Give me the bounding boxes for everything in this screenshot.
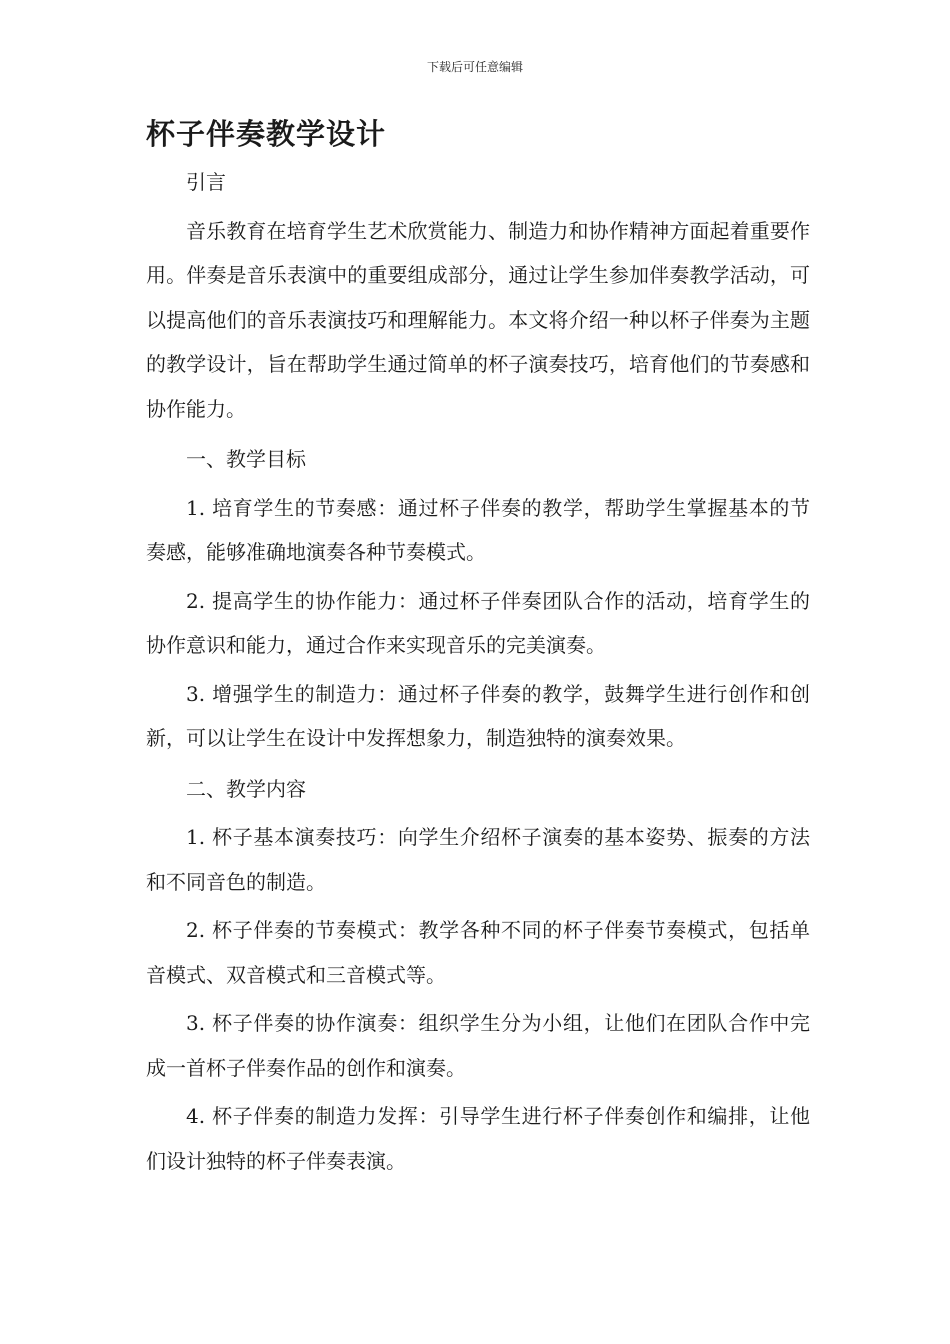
- goal-item: 2. 提高学生的协作能力：通过杯子伴奏团队合作的活动，培育学生的协作意识和能力，通过合作来实现音乐的完美演奏。: [146, 588, 810, 657]
- intro-heading: 引言: [186, 170, 226, 194]
- content-item: 1. 杯子基本演奏技巧：向学生介绍杯子演奏的基本姿势、振奏的方法和不同音色的制造。: [146, 825, 810, 894]
- section-heading-content: 二、教学内容: [186, 776, 306, 801]
- section-heading-goals: 一、教学目标: [186, 447, 306, 471]
- header-note: 下载后可任意编辑: [426, 60, 523, 74]
- content-item: 4. 杯子伴奏的制造力发挥：引导学生进行杯子伴奏创作和编排，让他们设计独特的杯子伴奏表演。: [146, 1104, 810, 1173]
- intro-paragraph: 音乐教育在培育学生艺术欣赏能力、制造力和协作精神方面起着重要作用。伴奏是音乐表演中的重要组成部分，通过让学生参加伴奏教学活动，可以提高他们的音乐表演技巧和理解能力。本文将介绍一种以杯子伴奏为主题的教学设计，旨在帮助学生通过简单的杯子演奏技巧，培育他们的节奏感和协作能力。: [146, 218, 810, 421]
- goal-item: 3. 增强学生的制造力：通过杯子伴奏的教学，鼓舞学生进行创作和创新，可以让学生在设计中发挥想象力，制造独特的演奏效果。: [146, 681, 810, 750]
- document-title: 杯子伴奏教学设计: [146, 117, 387, 151]
- content-item: 2. 杯子伴奏的节奏模式：教学各种不同的杯子伴奏节奏模式，包括单音模式、双音模式和三音模式等。: [146, 918, 810, 987]
- content-item: 3. 杯子伴奏的协作演奏：组织学生分为小组，让他们在团队合作中完成一首杯子伴奏作品的创作和演奏。: [146, 1011, 810, 1080]
- goal-item: 1. 培育学生的节奏感：通过杯子伴奏的教学，帮助学生掌握基本的节奏感，能够准确地演奏各种节奏模式。: [146, 495, 810, 564]
- document-body: [146, 112, 810, 1183]
